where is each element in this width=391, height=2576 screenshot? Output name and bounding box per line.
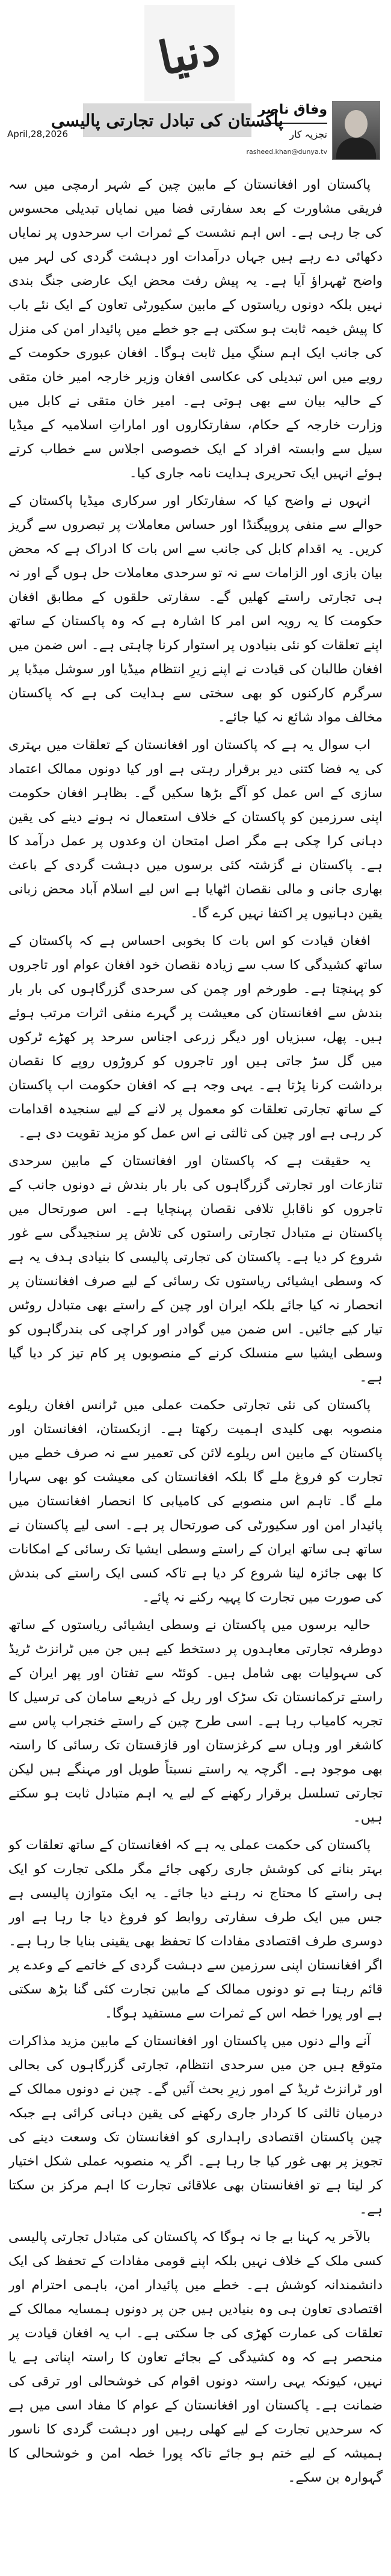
article-paragraph: پاکستان کی حکمت عملی یہ ہے کہ افغانستان کے ساتھ تعلقات کو بہتر بنانے کی کوشش جاری رکھی جائے مگر ملکی تجارت کو ایک ہی راستے کا محتاج نہ رہنے دیا جائے۔ یہ ایک متوازن پالیسی ہے جس میں ایک طرف سفارتی روابط کو فروغ دیا جا رہا ہے اور دوسری طرف اقتصادی مفادات کا تحفظ بھی یقینی بنایا جا رہا ہے۔ اگر افغانستان اپنی سرزمین سے دہشت گردی کے خاتمے کے وعدے پر قائم رہتا ہے تو دونوں ممالک کے مابین تجارت کئی گنا بڑھ سکتی ہے اور پورا خطہ اس کے ثمرات سے مستفید ہوگا۔ — [8, 1838, 383, 2021]
author-name: وفاق ناصر — [257, 102, 327, 117]
article-paragraph: اب سوال یہ ہے کہ پاکستان اور افغانستان کے تعلقات میں بہتری کی یہ فضا کتنی دیر برقرار رہتی ہے اور کیا دونوں ممالک اعتماد سازی کے اس عمل کو آگے بڑھا سکیں گے۔ بظاہر افغان حکومت اپنی سرزمین کو پاکستان کے خلاف استعمال نہ ہونے دینے کی یقین دہانی کرا چکی ہے مگر اصل امتحان ان وعدوں پر عمل درآمد کا ہے۔ پاکستان نے گزشتہ کئی برسوں میں دہشت گردی کے باعث بھاری جانی و مالی نقصان اٹھایا ہے اس لیے اسلام آباد محض زبانی یقین دہانیوں پر اکتفا نہیں کرے گا۔ — [8, 738, 383, 921]
article-title: پاکستان کی تبادل تجارتی پالیسی — [51, 110, 284, 130]
article-paragraph: انہوں نے واضح کیا کہ سفارتکار اور سرکاری میڈیا پاکستان کے حوالے سے منفی پروپیگنڈا اور حساس معاملات پر تبصروں سے گریز کریں۔ یہ اقدام کابل کی جانب سے اس بات کا ادراک ہے کہ محض بیان بازی اور الزامات سے نہ تو سرحدی معاملات حل ہوں گے اور نہ ہی تجارتی راستے کھلیں گے۔ سفارتی حلقوں کے مطابق افغان حکومت کا یہ رویہ اس امر کا اشارہ ہے کہ وہ پاکستان کے ساتھ اپنے تعلقات کو نئی بنیادوں پر استوار کرنا چاہتی ہے۔ اس ضمن میں افغان طالبان کی قیادت نے اپنے زیرِ انتظام میڈیا اور سوشل میڈیا پر سرگرم کارکنوں کو بھی سختی سے ہدایت کی ہے کہ پاکستان مخالف مواد شائع نہ کیا جائے۔ — [8, 494, 383, 725]
article-paragraph: بالآخر یہ کہنا بے جا نہ ہوگا کہ پاکستان کی متبادل تجارتی پالیسی کسی ملک کے خلاف نہیں بلکہ اپنے قومی مفادات کے تحفظ کی ایک دانشمندانہ کوشش ہے۔ خطے میں پائیدار امن، باہمی احترام اور اقتصادی تعاون ہی وہ بنیادیں ہیں جن پر دونوں ہمسایہ ممالک کے تعلقات کی عمارت کھڑی کی جا سکتی ہے۔ اب یہ افغان قیادت پر منحصر ہے کہ وہ کشیدگی کے بجائے تعاون کا راستہ اپناتی ہے یا نہیں، کیونکہ یہی راستہ دونوں اقوام کی خوشحالی اور ترقی کی ضمانت ہے۔ پاکستان اور افغانستان کے عوام کا مفاد اسی میں ہے کہ سرحدیں تجارت کے لیے کھلی رہیں اور دہشت گردی کا ناسور ہمیشہ کے لیے ختم ہو جائے تاکہ پورا خطہ امن و خوشحالی کا گہوارہ بن سکے۔ — [8, 2230, 383, 2485]
article-paragraph: حالیہ برسوں میں پاکستان نے وسطی ایشیائی ریاستوں کے ساتھ دوطرفہ تجارتی معاہدوں پر دستخط کیے ہیں جن میں ٹرانزٹ ٹریڈ کی سہولیات بھی شامل ہیں۔ کوئٹہ سے تفتان اور پھر ایران کے راستے ترکمانستان تک سڑک اور ریل کے ذریعے سامان کی ترسیل کا تجربہ کامیاب رہا ہے۔ اسی طرح چین کے راستے خنجراب پاس سے کاشغر اور وہاں سے کرغزستان اور قازقستان تک رسائی کا راستہ بھی موجود ہے۔ اگرچہ یہ راستے نسبتاً طویل اور مہنگے ہیں لیکن تجارتی تسلسل برقرار رکھنے کے لیے یہ اہم متبادل ثابت ہو سکتے ہیں۔ — [8, 1618, 383, 1825]
logo-mark: دنیا — [154, 20, 225, 86]
article-paragraph: یہ حقیقت ہے کہ پاکستان اور افغانستان کے مابین سرحدی تنازعات اور تجارتی گزرگاہوں کی بار بار بندش نے دونوں جانب کے تاجروں کو ناقابلِ تلافی نقصان پہنچایا ہے۔ اس صورتحال میں پاکستان نے متبادل تجارتی راستوں کی تلاش پر سنجیدگی سے غور شروع کر دیا ہے۔ پاکستان کی تجارتی پالیسی کا بنیادی ہدف یہ ہے کہ وسطی ایشیائی ریاستوں تک رسائی کے لیے صرف افغانستان پر انحصار نہ کیا جائے بلکہ ایران اور چین کے راستے بھی متبادل روٹس تیار کیے جائیں۔ اس ضمن میں گوادر اور کراچی کی بندرگاہوں کو وسطی ایشیا سے منسلک کرنے کے منصوبوں پر کام تیز کر دیا گیا ہے۔ — [8, 1154, 383, 1385]
author-avatar — [332, 101, 380, 160]
newspaper-logo — [144, 5, 235, 101]
publish-date: April,28,2026 — [7, 129, 69, 139]
article-paragraph: آنے والے دنوں میں پاکستان اور افغانستان کے مابین مزید مذاکرات متوقع ہیں جن میں سرحدی انتظام، تجارتی گزرگاہوں کی بحالی اور ٹرانزٹ ٹریڈ کے امور زیرِ بحث آئیں گے۔ چین نے دونوں ممالک کے درمیان ثالثی کا کردار جاری رکھنے کی یقین دہانی کرائی ہے جبکہ چین پاکستان اقتصادی راہداری کو افغانستان تک وسعت دینے کی تجویز پر بھی غور کیا جا رہا ہے۔ اگر یہ منصوبہ عملی شکل اختیار کر لیتا ہے تو افغانستان بھی علاقائی تجارت کا اہم مرکز بن سکتا ہے۔ — [8, 2034, 383, 2217]
article-paragraph: افغان قیادت کو اس بات کا بخوبی احساس ہے کہ پاکستان کے ساتھ کشیدگی کا سب سے زیادہ نقصان خود افغان عوام اور تاجروں کو پہنچتا ہے۔ طورخم اور چمن کی سرحدی گزرگاہوں کی بار بار بندش سے افغانستان کی معیشت پر گہرے منفی اثرات مرتب ہوئے ہیں۔ پھل، سبزیاں اور دیگر زرعی اجناس سرحد پر کھڑے ٹرکوں میں گل سڑ جاتی ہیں اور تاجروں کو کروڑوں روپے کا نقصان برداشت کرنا پڑتا ہے۔ یہی وجہ ہے کہ افغان حکومت اب پاکستان کے ساتھ تجارتی تعلقات کو معمول پر لانے کے لیے سنجیدہ اقدامات کر رہی ہے اور چین کی ثالثی نے اس عمل کو مزید تقویت دی ہے۔ — [8, 934, 383, 1141]
article-body — [8, 173, 383, 2566]
article-paragraph: پاکستان کی نئی تجارتی حکمت عملی میں ٹرانس افغان ریلوے منصوبہ بھی کلیدی اہمیت رکھتا ہے۔ ازبکستان، افغانستان اور پاکستان کے مابین اس ریلوے لائن کی تعمیر سے نہ صرف خطے میں تجارت کو فروغ ملے گا بلکہ افغانستان کی معیشت کو بھی سہارا ملے گا۔ تاہم اس منصوبے کی کامیابی کا انحصار افغانستان میں پائیدار امن اور سکیورٹی کی صورتحال پر ہے۔ اسی لیے پاکستان نے ساتھ ہی ساتھ ایران کے راستے وسطی ایشیا تک رسائی کے امکانات کا بھی جائزہ لینا شروع کر دیا ہے تاکہ کسی ایک راستے کی بندش کی صورت میں تجارت کا پہیہ رکنے نہ پائے۔ — [8, 1398, 383, 1605]
article-paragraph: پاکستان اور افغانستان کے مابین چین کے شہر ارمچی میں سہ فریقی مشاورت کے بعد سفارتی فضا میں نمایاں تبدیلی محسوس کی جا رہی ہے۔ اس اہم نشست کے ثمرات اب سرحدوں پر نمایاں دکھائی دے رہے ہیں جہاں درآمدات اور دہشت گردی کی لہر میں واضح ٹھہراؤ آیا ہے۔ یہ پیش رفت محض ایک عارضی جنگ بندی نہیں بلکہ دونوں ریاستوں کے مابین سکیورٹی تعاون کے ایک نئے باب کا پیش خیمہ ثابت ہو سکتی ہے جو خطے میں پائیدار امن کی منزل کی جانب ایک اہم سنگِ میل ثابت ہوگا۔ افغان عبوری حکومت کے رویے میں اس تبدیلی کی عکاسی افغان وزیر خارجہ امیر خان متقی کے حالیہ بیان سے بھی ہوتی ہے۔ امیر خان متقی نے کابل میں وزارت خارجہ کے حکام، سفارتکاروں اور اماراتِ اسلامیہ کے میڈیا سیل سے وابستہ افراد کے ایک خصوصی اجلاس سے خطاب کرتے ہوئے انہیں ایک تحریری ہدایت نامہ جاری کیا۔ — [8, 177, 383, 481]
article-header — [0, 0, 391, 180]
author-email: rasheed.khan@dunya.tv — [246, 148, 327, 156]
avatar-torso — [336, 138, 376, 160]
author-role: تجزیہ کار — [289, 129, 327, 140]
title-band — [51, 103, 284, 137]
avatar-face — [345, 110, 368, 138]
